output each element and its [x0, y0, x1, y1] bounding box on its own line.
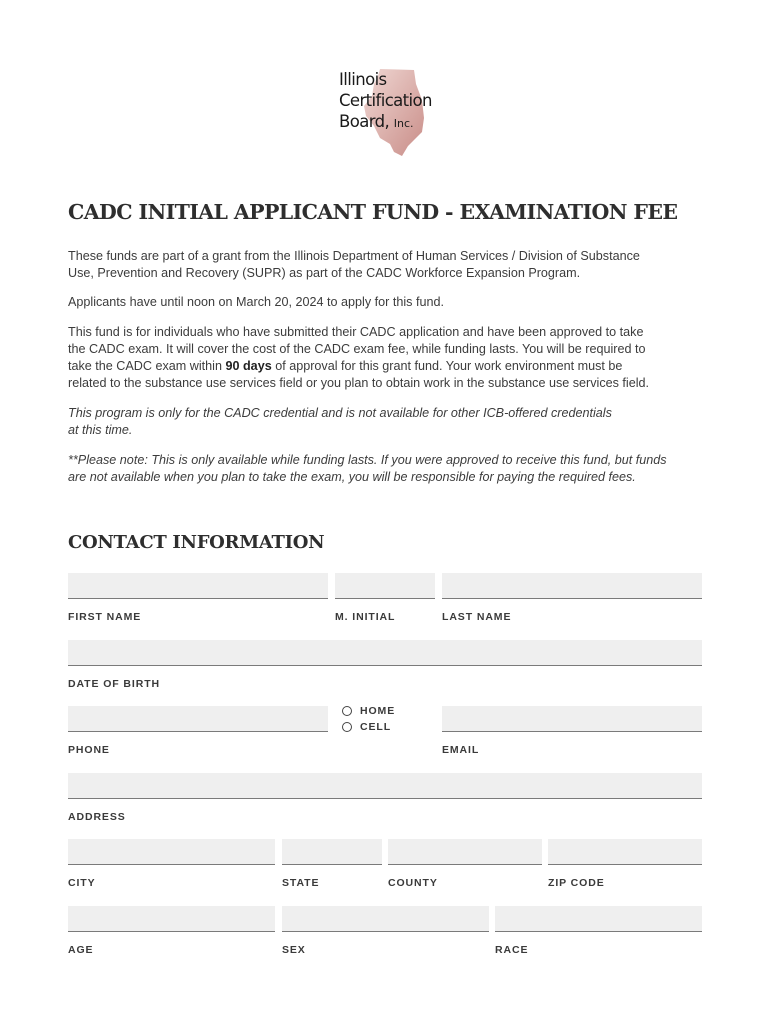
- logo-line-1: Illinois: [339, 70, 387, 89]
- zip-code-label: ZIP CODE: [548, 877, 605, 889]
- eligibility-line-3: [68, 358, 708, 375]
- dob-field[interactable]: [68, 640, 702, 666]
- phone-home-label: HOME: [360, 705, 396, 717]
- race-label: RACE: [495, 944, 529, 956]
- eligibility-line-3-pre: take the CADC exam within: [68, 359, 226, 373]
- state-field[interactable]: [282, 839, 382, 865]
- phone-field[interactable]: [68, 706, 328, 732]
- race-field[interactable]: [495, 906, 702, 932]
- logo-line-3: [339, 111, 432, 134]
- phone-cell-label: CELL: [360, 721, 392, 733]
- middle-initial-label: M. INITIAL: [335, 611, 396, 623]
- dob-label: DATE OF BIRTH: [68, 678, 160, 690]
- eligibility-line-3-post: of approval for this grant fund. Your work environment must be: [271, 359, 623, 373]
- sex-field[interactable]: [282, 906, 489, 932]
- last-name-field[interactable]: [442, 573, 702, 599]
- middle-initial-field[interactable]: [335, 573, 435, 599]
- logo-line-2: Certification: [339, 91, 432, 110]
- county-label: COUNTY: [388, 877, 438, 889]
- county-field[interactable]: [388, 839, 542, 865]
- address-label: ADDRESS: [68, 811, 126, 823]
- email-field[interactable]: [442, 706, 702, 732]
- credential-note-line-1: This program is only for the CADC credential and is not available for other ICB-offered credentials: [68, 406, 612, 420]
- credential-note-line-2: at this time.: [68, 423, 133, 437]
- contact-section-title: CONTACT INFORMATION: [68, 532, 325, 553]
- ninety-days-emphasis: 90 days: [225, 359, 272, 373]
- address-field[interactable]: [68, 773, 702, 799]
- last-name-label: LAST NAME: [442, 611, 512, 623]
- intro-paragraph: [68, 248, 708, 282]
- city-field[interactable]: [68, 839, 275, 865]
- eligibility-line-4: related to the substance use services field or you plan to obtain work in the substance use services field.: [68, 376, 650, 390]
- funding-note-line-2: are not available when you plan to take the exam, you will be responsible for paying the required fees.: [68, 470, 636, 484]
- deadline-paragraph: Applicants have until noon on March 20, 2024 to apply for this fund.: [68, 295, 444, 309]
- intro-line-2: Use, Prevention and Recovery (SUPR) as part of the CADC Workforce Expansion Program.: [68, 266, 581, 280]
- logo-text: [339, 69, 432, 134]
- state-label: STATE: [282, 877, 320, 889]
- funding-note: [68, 452, 708, 486]
- logo-board: Board,: [339, 112, 390, 131]
- phone-home-radio[interactable]: [342, 706, 352, 716]
- eligibility-line-1: This fund is for individuals who have submitted their CADC application and have been approved to take: [68, 325, 644, 339]
- city-label: CITY: [68, 877, 96, 889]
- intro-line-1: These funds are part of a grant from the Illinois Department of Human Services / Division of Substance: [68, 249, 640, 263]
- phone-label: PHONE: [68, 744, 110, 756]
- email-label: EMAIL: [442, 744, 480, 756]
- eligibility-paragraph: [68, 324, 708, 392]
- phone-cell-radio[interactable]: [342, 722, 352, 732]
- sex-label: SEX: [282, 944, 306, 956]
- page-title: CADC INITIAL APPLICANT FUND - EXAMINATION FEE: [68, 200, 678, 224]
- first-name-label: FIRST NAME: [68, 611, 142, 623]
- eligibility-line-2: the CADC exam. It will cover the cost of the CADC exam fee, while funding lasts. You will be required to: [68, 342, 646, 356]
- credential-note: [68, 405, 708, 439]
- zip-code-field[interactable]: [548, 839, 702, 865]
- age-label: AGE: [68, 944, 94, 956]
- funding-note-line-1: **Please note: This is only available while funding lasts. If you were approved to receive this fund, but funds: [68, 453, 667, 467]
- icb-logo: [336, 66, 436, 158]
- age-field[interactable]: [68, 906, 275, 932]
- first-name-field[interactable]: [68, 573, 328, 599]
- logo-inc: Inc.: [393, 117, 414, 130]
